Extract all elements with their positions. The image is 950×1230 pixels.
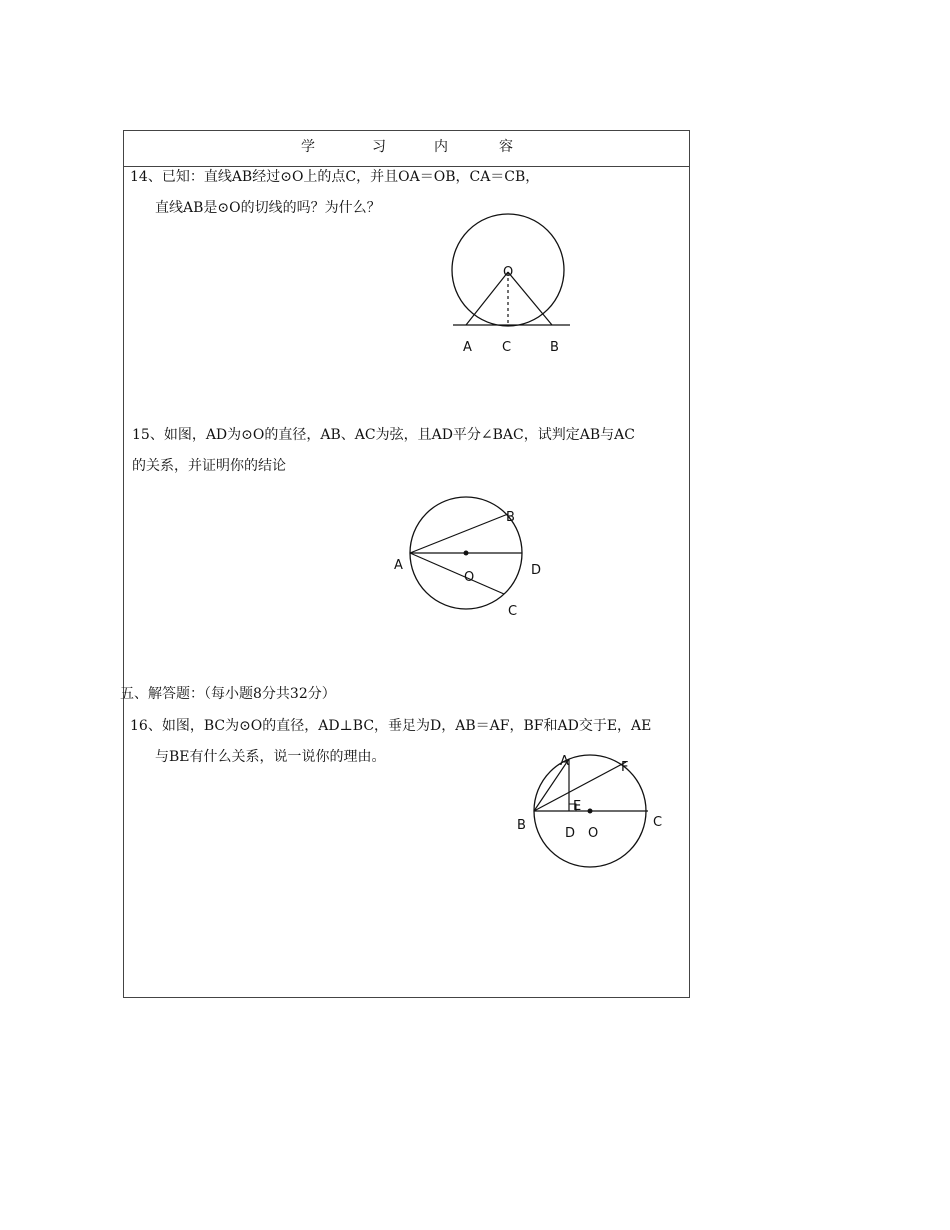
q16-line2: 与BE有什么关系，说一说你的理由。	[155, 749, 386, 765]
header-char-4: 容	[499, 139, 513, 155]
q15-line2: 的关系，并证明你的结论	[132, 458, 286, 474]
q16-label-o: O	[588, 826, 599, 841]
q14-label-o: O	[503, 265, 514, 280]
header-char-2: 习	[372, 139, 386, 155]
q16-center-dot	[588, 809, 593, 814]
q16-label-f: F	[621, 760, 629, 775]
q14-label-a: A	[463, 340, 472, 355]
q14-label-c: C	[502, 340, 512, 355]
q15-label-c: C	[508, 604, 518, 619]
q15-label-d: D	[531, 563, 542, 578]
q16-label-c: C	[653, 815, 663, 830]
q15-label-b: B	[506, 510, 515, 525]
q14-line2: 直线AB是⊙O的切线的吗？为什么？	[155, 200, 381, 216]
q16-label-b: B	[517, 818, 526, 833]
q14-line1: 14、已知：直线AB经过⊙O上的点C，并且OA＝OB，CA＝CB，	[130, 169, 540, 185]
q16-label-a: A	[560, 754, 569, 769]
header-char-3: 内	[434, 139, 448, 155]
q16-label-d: D	[565, 826, 576, 841]
q15-label-o: O	[464, 570, 475, 585]
q16-line1: 16、如图，BC为⊙O的直径，AD⊥BC，垂足为D，AB＝AF，BF和AD交于E，AE	[130, 718, 652, 734]
header-char-1: 学	[301, 139, 315, 155]
q14-label-b: B	[550, 340, 559, 355]
section-5-title: 五、解答题：（每小题8分共32分）	[120, 686, 336, 702]
q15-label-a: A	[394, 558, 403, 573]
q15-line1: 15、如图，AD为⊙O的直径，AB、AC为弦，且AD平分∠BAC，试判定AB与AC	[132, 427, 635, 443]
q16-label-e: E	[573, 799, 582, 814]
